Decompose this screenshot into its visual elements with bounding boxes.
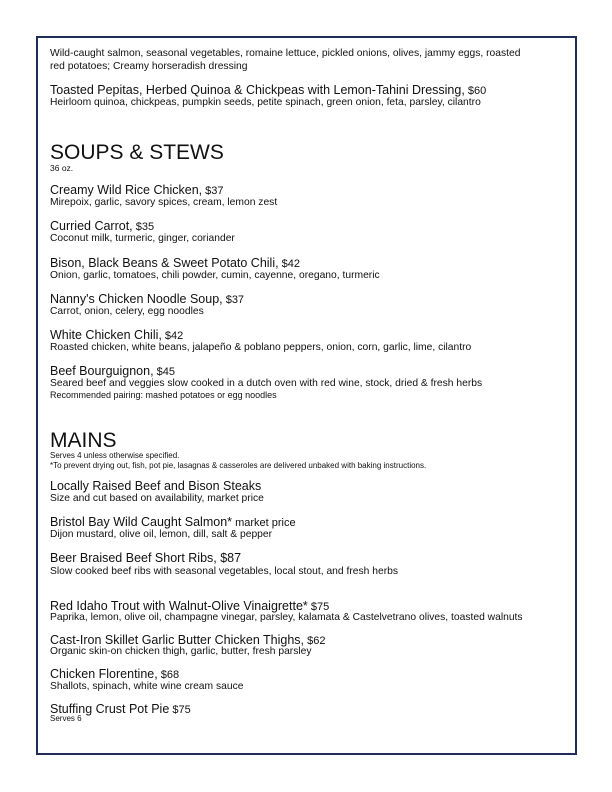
item-serving-note: Serves 6 (50, 714, 82, 723)
item-name: Red Idaho Trout with Walnut-Olive Vinaigrette* (50, 599, 308, 613)
item-description: Carrot, onion, celery, egg noodles (50, 306, 204, 317)
item-description: Dijon mustard, olive oil, lemon, dill, salt & pepper (50, 529, 273, 540)
item-title (50, 84, 486, 97)
item-title (50, 293, 244, 306)
item-description: Size and cut based on availability, market price (50, 493, 264, 504)
item-price: $75 (169, 704, 191, 716)
item-name: Stuffing Crust Pot Pie (50, 702, 170, 716)
item-name: Bison, Black Beans & Sweet Potato Chili, (50, 256, 279, 270)
item-name: Cast-Iron Skillet Garlic Butter Chicken Thighs, (50, 633, 305, 647)
item-title (50, 184, 224, 197)
item-description: Wild-caught salmon, seasonal vegetables, romaine lettuce, pickled onions, olives, jammy eggs, roasted (50, 48, 521, 59)
item-price: $35 (132, 221, 155, 233)
item-description: Seared beef and veggies slow cooked in a dutch oven with red wine, stock, dried & fresh herbs (50, 378, 483, 389)
item-name: Beer Braised Beef Short Ribs, $87 (50, 551, 242, 565)
item-name: Chicken Florentine, (50, 667, 158, 681)
item-description: Shallots, spinach, white wine cream sauce (50, 681, 244, 692)
item-price: $75 (307, 601, 330, 613)
item-price: $62 (304, 635, 326, 647)
item-description: Paprika, lemon, olive oil, champagne vinegar, parsley, kalamata & Castelvetrano olives, toasted walnuts (50, 612, 523, 623)
item-description: red potatoes; Creamy horseradish dressing (50, 61, 248, 72)
item-description: Slow cooked beef ribs with seasonal vegetables, local stout, and fresh herbs (50, 566, 399, 577)
item-name: Toasted Pepitas, Herbed Quinoa & Chickpeas with Lemon-Tahini Dressing, (50, 83, 465, 97)
item-title (50, 668, 179, 681)
item-description: Onion, garlic, tomatoes, chili powder, cumin, cayenne, oregano, turmeric (50, 270, 380, 281)
item-description: Heirloom quinoa, chickpeas, pumpkin seeds, petite spinach, green onion, feta, parsley, cilantro (50, 97, 481, 108)
section-heading-soups: SOUPS & STEWS (50, 141, 224, 164)
item-name: Beef Bourguignon, (50, 364, 154, 378)
item-name: White Chicken Chili, (50, 328, 162, 342)
item-description: Mirepoix, garlic, savory spices, cream, lemon zest (50, 197, 278, 208)
item-title (50, 257, 300, 270)
item-price: $60 (464, 85, 487, 97)
item-name: Creamy Wild Rice Chicken, (50, 183, 203, 197)
item-title (50, 516, 296, 529)
item-title (50, 220, 154, 233)
item-price: $45 (153, 366, 175, 378)
item-title (50, 480, 261, 493)
item-name: Curried Carrot, (50, 219, 133, 233)
item-price: $42 (161, 330, 184, 342)
item-price: market price (232, 517, 296, 529)
section-note: *To prevent drying out, fish, pot pie, lasagnas & casseroles are delivered unbaked with baking instructions. (50, 461, 427, 470)
item-title (50, 329, 183, 342)
item-name: Nanny's Chicken Noodle Soup, (50, 292, 223, 306)
item-title (50, 552, 241, 565)
item-description: Coconut milk, turmeric, ginger, coriander (50, 233, 235, 244)
item-pairing-note: Recommended pairing: mashed potatoes or egg noodles (50, 390, 277, 400)
item-description: Organic skin-on chicken thigh, garlic, butter, fresh parsley (50, 646, 312, 657)
item-title (50, 365, 175, 378)
item-description: Roasted chicken, white beans, jalapeño & poblano peppers, onion, corn, garlic, lime, cilantro (50, 342, 472, 353)
item-name: Locally Raised Beef and Bison Steaks (50, 479, 262, 493)
item-price: $37 (202, 185, 224, 197)
section-note: Serves 4 unless otherwise specified. (50, 451, 180, 460)
item-price: $68 (157, 669, 180, 681)
item-name: Bristol Bay Wild Caught Salmon* (50, 515, 233, 529)
item-price: $37 (222, 294, 245, 306)
section-heading-mains: MAINS (50, 429, 117, 452)
section-note: 36 oz. (50, 163, 74, 173)
item-price: $42 (278, 258, 301, 270)
